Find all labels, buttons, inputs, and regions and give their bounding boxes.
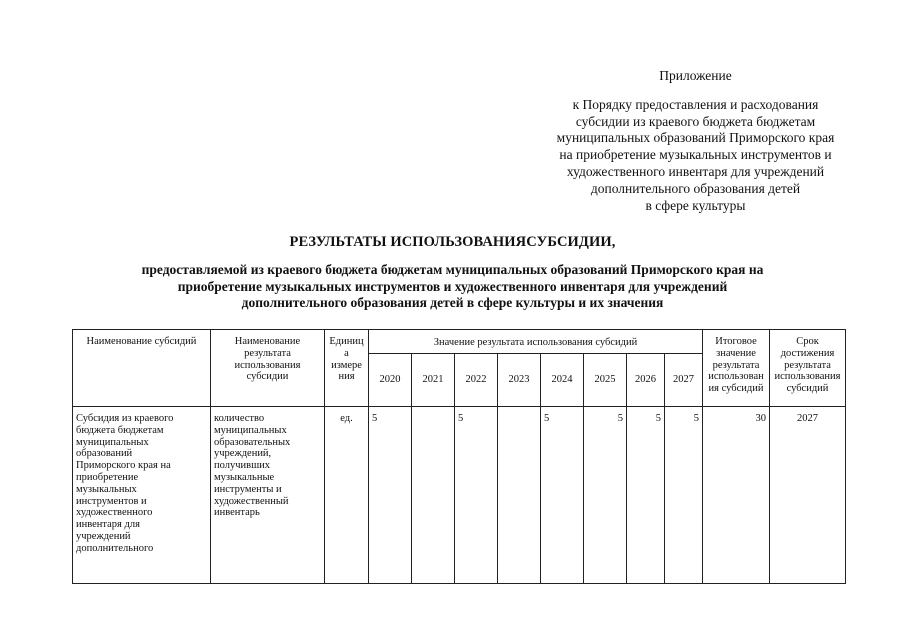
cell-subsidy-name [73, 407, 211, 584]
header-year: 2026 [627, 354, 665, 407]
cell-text: получивших [214, 460, 271, 472]
header-total [703, 330, 770, 407]
header-year: 2023 [498, 354, 541, 407]
header-unit [325, 330, 369, 407]
cell-value-2027: 5 [665, 407, 703, 584]
cell-text: учреждений [76, 530, 131, 542]
header-year: 2020 [369, 354, 412, 407]
cell-text: инструментов и [76, 495, 147, 507]
header-text: Наименование [234, 336, 301, 347]
header-text: результата [712, 359, 760, 371]
cell-value-2024: 5 [541, 407, 584, 584]
cell-text: приобретение [76, 471, 139, 483]
cell-text: инвентаря для [76, 519, 140, 531]
header-text: использования [234, 359, 301, 371]
header-text: а [344, 347, 349, 359]
appendix-line: на приобретение музыкальных инструментов и [559, 147, 832, 163]
table-row [73, 407, 846, 584]
cell-value-2023 [498, 407, 541, 584]
cell-unit: ед. [325, 407, 369, 584]
header-result-name [211, 330, 325, 407]
header-year: 2022 [455, 354, 498, 407]
subtitle-line: дополнительного образования детей в сфере культуры и их значения [241, 295, 664, 310]
appendix-block [528, 68, 863, 214]
appendix-line: муниципальных образований Приморского края [556, 130, 835, 146]
header-text: результата [244, 347, 291, 359]
cell-text: образовательных [214, 436, 291, 448]
cell-text: художественный [214, 495, 289, 507]
cell-text: музыкальных [76, 483, 137, 495]
appendix-line: в сфере культуры [645, 197, 746, 213]
header-row [73, 330, 846, 354]
header-text: субсидии [246, 371, 289, 383]
header-text: использования [774, 371, 841, 383]
cell-text: образований [76, 448, 133, 460]
header-text: результата [784, 359, 831, 371]
header-text: Итоговое [715, 336, 757, 347]
header-subsidy-name: Наименование субсидий [73, 330, 211, 407]
header-text: измере [331, 359, 362, 371]
appendix-line: дополнительного образования детей [590, 180, 801, 196]
appendix-line: субсидии из краевого бюджета бюджетам [575, 113, 816, 129]
subtitle-line: предоставляемой из краевого бюджета бюджетам муниципальных образований Приморского края на [141, 262, 764, 277]
header-deadline [770, 330, 846, 407]
subtitle-line: приобретение музыкальных инструментов и художественного инвентаря для учреждений [177, 278, 728, 294]
header-text: субсидий [786, 383, 829, 395]
header-values-group: Значение результата использования субсидий [369, 330, 703, 354]
header-text: ния [338, 371, 355, 383]
header-text: достижения [780, 347, 835, 359]
cell-value-2026: 5 [627, 407, 665, 584]
cell-value-2020: 5 [369, 407, 412, 584]
header-year: 2027 [665, 354, 703, 407]
cell-text: муниципальных [76, 436, 149, 448]
cell-text: учреждений, [214, 448, 272, 460]
appendix-line: художественного инвентаря для учреждений [566, 163, 825, 179]
cell-value-2021 [412, 407, 455, 584]
document-subtitle [60, 262, 845, 312]
cell-text: музыкальные [214, 471, 275, 483]
cell-text: муниципальных [214, 424, 287, 436]
cell-text: бюджета бюджетам [76, 424, 164, 436]
appendix-line: к Порядку предоставления и расходования [572, 96, 819, 112]
header-year: 2021 [412, 354, 455, 407]
header-text: ия субсидий [708, 383, 764, 395]
cell-text: дополнительного [76, 542, 154, 554]
document-title: РЕЗУЛЬТАТЫ ИСПОЛЬЗОВАНИЯСУБСИДИИ, [289, 234, 616, 250]
header-year: 2025 [584, 354, 627, 407]
header-text: значение [716, 347, 756, 359]
cell-deadline: 2027 [770, 407, 846, 584]
header-text: использован [708, 371, 764, 383]
cell-total: 30 [703, 407, 770, 584]
header-year: 2024 [541, 354, 584, 407]
cell-text: количество [214, 413, 265, 424]
cell-text: Приморского края на [76, 460, 171, 472]
cell-text: Субсидия из краевого [76, 413, 174, 424]
cell-result-name [211, 407, 325, 584]
cell-value-2025: 5 [584, 407, 627, 584]
cell-text: инструменты и [214, 483, 282, 495]
cell-text: инвентарь [214, 507, 260, 519]
header-text: Единиц [329, 336, 364, 347]
cell-value-2022: 5 [455, 407, 498, 584]
appendix-title: Приложение [659, 68, 732, 83]
header-text: Срок [796, 336, 819, 347]
results-table [72, 329, 846, 584]
cell-text: художественного [76, 507, 153, 519]
